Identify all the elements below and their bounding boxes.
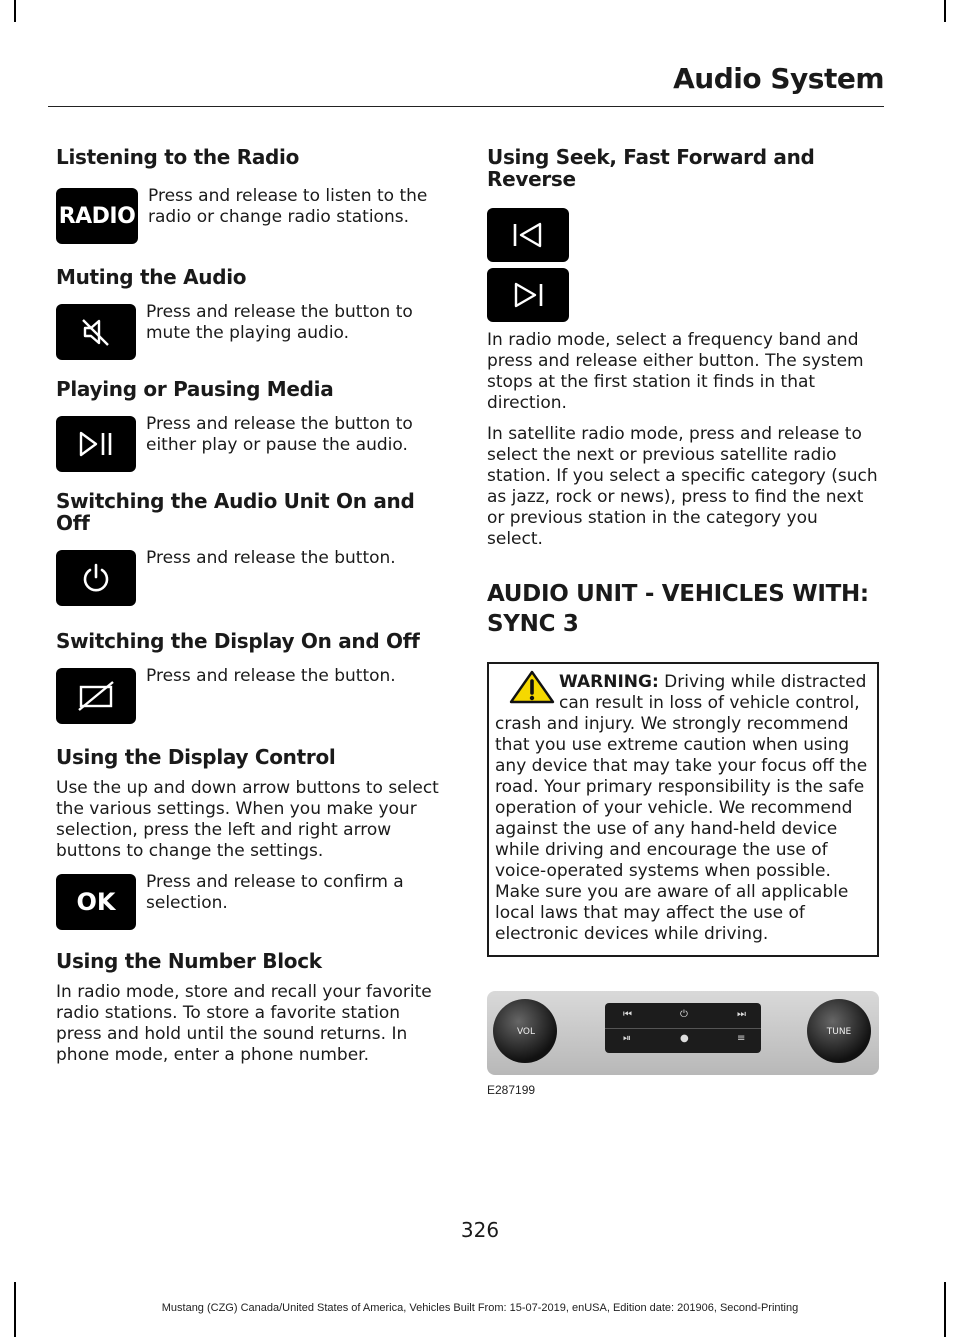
- volume-knob-label: VOL: [516, 1027, 536, 1037]
- display-heading: Switching the Display On and Off: [56, 629, 420, 653]
- power-row: [56, 550, 448, 606]
- seek-next-icon: [487, 268, 569, 322]
- page-number: 326: [460, 1218, 500, 1242]
- seek-paragraph-satellite: In satellite radio mode, press and release to select the next or previous satellite radio station. If you select a specific category (such as jazz, rock or news), press to find the next or previous station in the category you select.: [487, 424, 878, 549]
- crop-mark: [944, 0, 946, 22]
- radio-button-icon: RADIO: [56, 188, 138, 244]
- ok-description: Press and release to confirm a selection.: [146, 872, 404, 913]
- play-row: [56, 416, 448, 472]
- warning-box: [487, 662, 879, 957]
- display-control-heading: Using the Display Control: [56, 745, 336, 769]
- mute-row: [56, 304, 448, 360]
- radio-description: Press and release to listen to the radio or change radio stations.: [148, 186, 428, 227]
- page-title: Audio System: [673, 62, 884, 95]
- seek-heading: Using Seek, Fast Forward and Reverse: [487, 145, 815, 191]
- panel-seek-next-icon: ⏭: [737, 1009, 746, 1020]
- power-heading: Switching the Audio Unit On and Off: [56, 489, 415, 535]
- warning-triangle-icon: [509, 670, 555, 704]
- panel-seek-previous-icon: ⏮: [623, 1009, 632, 1020]
- mute-icon: [56, 304, 136, 360]
- crop-mark: [14, 0, 16, 22]
- play-description: Press and release the button to either play or pause the audio.: [146, 414, 413, 455]
- number-block-heading: Using the Number Block: [56, 949, 322, 973]
- display-description: Press and release the button.: [146, 666, 396, 686]
- panel-power-icon: ⏻: [680, 1009, 688, 1020]
- figure-code: E287199: [487, 1083, 536, 1097]
- radio-row: [56, 188, 448, 244]
- seek-previous-icon: [487, 208, 569, 262]
- panel-mute-icon: ●: [680, 1033, 689, 1044]
- section-title-line-1: AUDIO UNIT - VEHICLES WITH:: [487, 581, 869, 607]
- display-off-icon: [56, 668, 136, 724]
- mute-description: Press and release the button to mute the playing audio.: [146, 302, 413, 343]
- warning-label: WARNING:: [559, 672, 659, 692]
- button-strip-divider: [605, 1028, 761, 1029]
- audio-unit-figure: [487, 991, 879, 1075]
- ok-button-icon: OK: [56, 874, 136, 930]
- seek-paragraph-radio: In radio mode, select a frequency band and press and release either button. The system stops at the first station it finds in that direction.: [487, 330, 864, 413]
- footer-text: Mustang (CZG) Canada/United States of America, Vehicles Built From: 15-07-2019, enUSA, Edition date: 201906, Second-Printing: [161, 1302, 799, 1314]
- left-column: [56, 146, 448, 1066]
- section-title-line-2: SYNC 3: [487, 611, 579, 637]
- panel-settings-icon: ≡: [737, 1033, 746, 1044]
- power-description: Press and release the button.: [146, 548, 396, 568]
- header-divider: [48, 106, 884, 107]
- play-pause-icon: [56, 416, 136, 472]
- right-column: [487, 146, 879, 1097]
- warning-text: Driving while distracted can result in loss of vehicle control, crash and injury. We strongly recommend that you use extreme caution when using any device that may take your focus off the road. Your primary responsibility is the safe operation of your vehicle. We recommend against the use of any hand-held device while driving and encourage the use of voice-operated systems when possible. Make sure you are aware of all applicable local laws that may affect the use of electronic devices while driving.: [495, 672, 868, 944]
- radio-heading: Listening to the Radio: [56, 145, 300, 169]
- play-heading: Playing or Pausing Media: [56, 377, 334, 401]
- tune-knob-label: TUNE: [826, 1027, 852, 1037]
- mute-heading: Muting the Audio: [56, 265, 247, 289]
- display-control-body: Use the up and down arrow buttons to select the various settings. When you make your selection, press the left and right arrow buttons to change the settings.: [56, 778, 439, 861]
- ok-row: [56, 874, 448, 930]
- display-row: [56, 668, 448, 724]
- panel-play-pause-icon: ⏯: [623, 1033, 631, 1044]
- number-block-body: In radio mode, store and recall your favorite radio stations. To store a favorite station press and hold until the sound returns. In phone mode, enter a phone number.: [56, 982, 432, 1065]
- power-icon: [56, 550, 136, 606]
